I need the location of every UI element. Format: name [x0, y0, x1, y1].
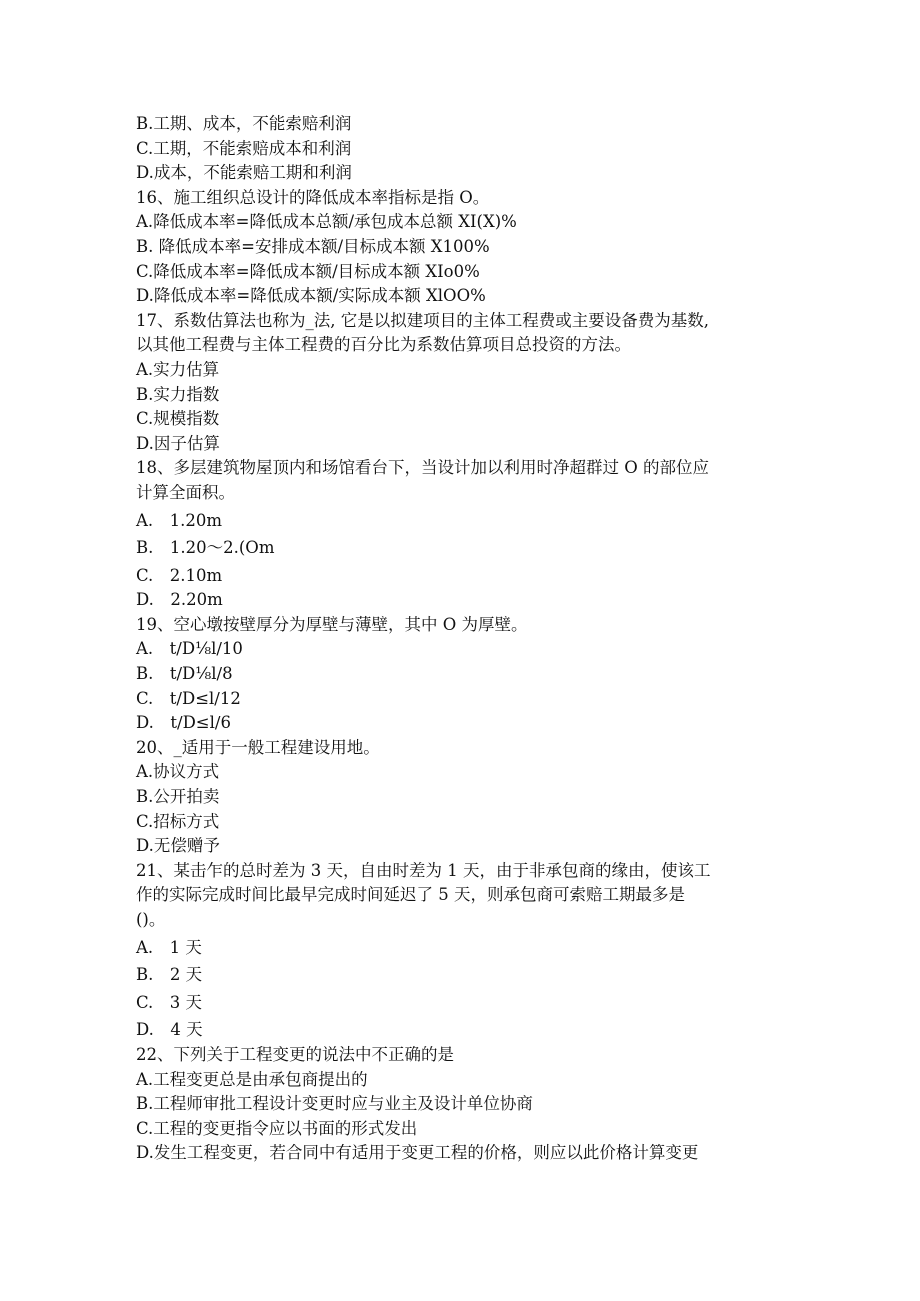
question-text-line: 19、空心墩按壁厚分为厚壁与薄壁，其中 O 为厚壁。: [136, 614, 528, 634]
question-text-line: 作的实际完成时间比最早完成时间延迟了 5 天，则承包商可索赔工期最多是: [136, 885, 685, 905]
question-text-line: 计算全面积。: [136, 482, 235, 502]
answer-option-line: C.工程的变更指令应以书面的形式发出: [136, 1118, 418, 1138]
answer-option-line: C.工期，不能索赔成本和利润: [136, 138, 352, 158]
answer-option-line: A.实力估算: [136, 359, 220, 379]
answer-option-line: A. 1.20m: [136, 510, 223, 530]
answer-option-line: C.降低成本率=降低成本额/目标成本额 XIo0%: [136, 261, 480, 281]
answer-option-line: C.招标方式: [136, 811, 220, 831]
question-text-line: 17、系数估算法也称为_法, 它是以拟建项目的主体工程费或主要设备费为基数,: [136, 310, 709, 330]
answer-option-line: B.工程师审批工程设计变更时应与业主及设计单位协商: [136, 1094, 533, 1114]
answer-option-line: D. 4 天: [136, 1020, 203, 1040]
answer-option-line: D.降低成本率=降低成本额/实际成本额 XlOO%: [136, 286, 486, 306]
answer-option-line: D. t∕D≤l∕6: [136, 713, 231, 733]
answer-option-line: B.实力指数: [136, 384, 220, 404]
answer-option-line: D.无偿赠予: [136, 836, 220, 856]
question-text-line: ()。: [136, 910, 166, 929]
exam-content: [136, 112, 786, 1166]
question-text-line: 21、某击乍的总时差为 3 天，自由时差为 1 天，由于非承包商的缘由，使该工: [136, 860, 711, 880]
question-text-line: 16、施工组织总设计的降低成本率指标是指 O。: [136, 187, 490, 207]
answer-option-line: A. t∕D⅛l∕10: [136, 639, 243, 659]
answer-option-line: B.工期、成本，不能索赔利润: [136, 114, 352, 133]
answer-option-line: B. 2 天: [136, 965, 203, 985]
answer-option-line: B. 1.20～2.(Om: [136, 538, 275, 558]
answer-option-line: B.公开拍卖: [136, 787, 220, 807]
question-text-line: 22、下列关于工程变更的说法中不正确的是: [136, 1044, 454, 1064]
answer-option-line: A. 1 天: [136, 937, 202, 957]
answer-option-line: D.成本，不能索赔工期和利润: [136, 163, 352, 183]
answer-option-line: D.发生工程变更，若合同中有适用于变更工程的价格，则应以此价格计算变更: [136, 1143, 699, 1163]
answer-option-line: D. 2.20m: [136, 590, 223, 610]
answer-option-line: A.降低成本率=降低成本总额/承包成本总额 XI(X)%: [136, 212, 517, 232]
question-text-line: 20、_适用于一般工程建设用地。: [136, 737, 380, 757]
answer-option-line: C. 3 天: [136, 992, 203, 1012]
answer-option-line: A.协议方式: [136, 762, 220, 782]
answer-option-line: C. 2.10m: [136, 565, 223, 585]
answer-option-line: A.工程变更总是由承包商提出的: [136, 1069, 368, 1089]
question-text-line: 18、多层建筑物屋顶内和场馆看台下，当设计加以利用时净超群过 O 的部位应: [136, 458, 710, 478]
question-text-line: 以其他工程费与主体工程费的百分比为系数估算项目总投资的方法。: [136, 335, 631, 355]
answer-option-line: C. t∕D≤l∕12: [136, 688, 241, 708]
answer-option-line: B. 降低成本率=安排成本额/目标成本额 X100%: [136, 236, 490, 256]
answer-option-line: C.规模指数: [136, 409, 220, 429]
answer-option-line: B. t∕D⅛l∕8: [136, 664, 233, 684]
answer-option-line: D.因子估算: [136, 433, 220, 453]
